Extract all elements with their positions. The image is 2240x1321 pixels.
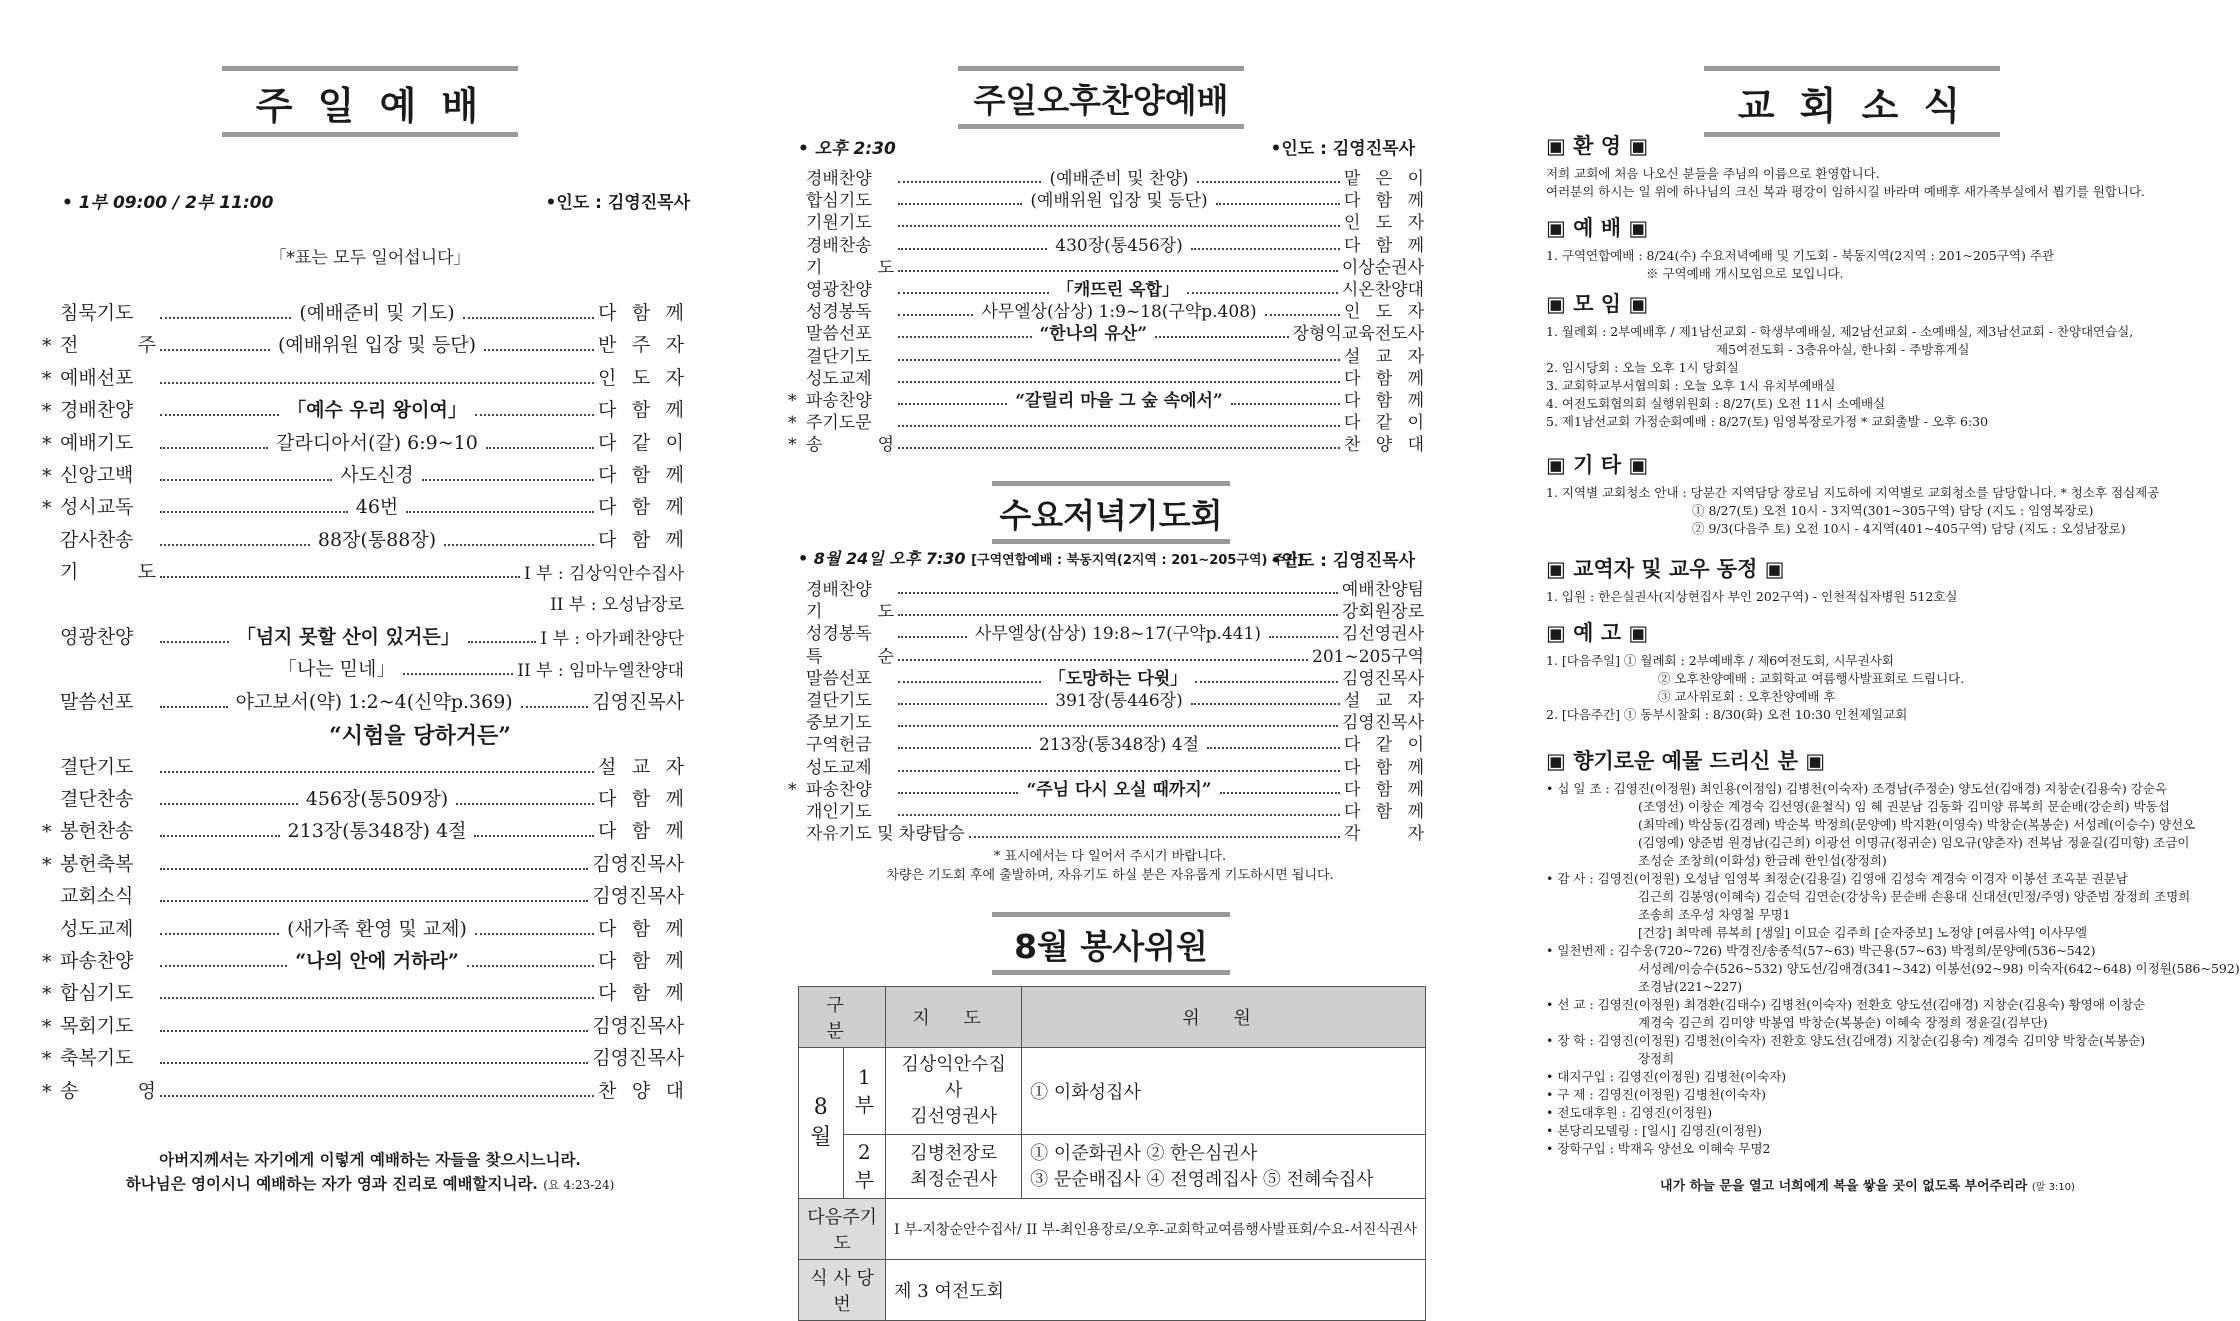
table-guide-1: 김상익안수집사 김선영권사 xyxy=(886,1048,1022,1135)
order-item-detail: “한나의 유산” xyxy=(1039,324,1148,345)
order-item-detail: 사무엘상(삼상) 1:9~18(구약p.408) xyxy=(981,302,1257,323)
standing-mark: * xyxy=(42,367,52,390)
meeting-line: 4. 여전도회협의회 실행위원회 : 8/27(토) 오전 11시 소예배실 xyxy=(1546,396,1886,411)
order-item-person: 김영진목사 xyxy=(592,852,684,875)
gift-line: • 장학구입 : 박재옥 양선오 이혜숙 무명2 xyxy=(1546,1141,1771,1156)
order-item-person: 김영진목사 xyxy=(592,1014,684,1037)
gift-line: 조성순 조창희(이화성) 한금례 한인섭(장정희) xyxy=(1638,853,1887,868)
service-leader: •인도 : 김영진목사 xyxy=(545,193,690,213)
order-row xyxy=(788,819,1424,844)
gift-line: • 일천번제 : 김수웅(720~726) 박경진/송종석(57~63) 박근용(57~63) 박정희/문양예(536~542) xyxy=(1546,943,2096,958)
order-row xyxy=(42,752,684,779)
order-item-person: 김영진목사 xyxy=(1341,668,1425,689)
order-item-detail: 「넘지 못할 산이 있거든」 xyxy=(236,626,460,648)
order-item-detail: (예배준비 및 기도) xyxy=(299,302,455,324)
order-item-detail: 사도신경 xyxy=(340,464,414,486)
gift-line: 김근희 김봉영(이혜숙) 김순덕 김연순(강상욱) 문순배 손용대 신대선(민정/주영) 양준범 장정희 조명희 xyxy=(1638,889,2191,904)
order-item-detail: “갈릴리 마을 그 숲 속에서” xyxy=(1015,391,1223,411)
gift-line: • 구 제 : 김영진(이정원) 김병천(이숙자) xyxy=(1546,1087,1767,1102)
service-committee-title: 8월 봉사위원 xyxy=(992,912,1230,975)
order-item-name: 합심기도 xyxy=(806,191,872,212)
etc-line: 1. 지역별 교회청소 안내 : 당분간 지역담당 장로님 지도하에 지역별로 교회청소를 담당합니다. * 청소후 점심제공 xyxy=(1546,485,2160,500)
etc-line: ① 8/27(토) 오전 10시 - 3지역(301~305구역) 담당 (지도 : 임영복장로) xyxy=(1692,503,2094,518)
order-item-name: 성시교독 xyxy=(60,496,134,519)
order-item-person: 김영진목사 xyxy=(592,1047,684,1070)
order-item-name: 성도교제 xyxy=(806,368,872,389)
order-item-person: 다 같 이 xyxy=(1344,735,1425,756)
order-item-detail: 「예수 우리 왕이여」 xyxy=(287,399,467,422)
order-item-name: 말씀선포 xyxy=(806,324,872,345)
standing-mark: * xyxy=(788,413,797,434)
order-item-detail: 213장(통348장) 4절 xyxy=(1038,735,1200,756)
order-item-person: 시온찬양대 xyxy=(1341,280,1424,300)
order-item-person: 201~205구역 xyxy=(1312,646,1424,667)
order-item-person: 김선영권사 xyxy=(1341,624,1425,645)
meeting-heading: ▣ 모 임 ▣ xyxy=(1546,292,1649,316)
order-item-name: 개인기도 xyxy=(806,802,872,822)
order-item-person: 각 자 xyxy=(1344,824,1424,845)
standing-mark: * xyxy=(788,391,797,411)
standing-mark: * xyxy=(42,853,52,876)
order-item-detail: 「캐뜨린 옥합」 xyxy=(1056,280,1179,300)
table-members-1: ① 이화성집사 xyxy=(1022,1048,1426,1135)
wednesday-note-1: * 표시에서는 다 일어서 주시기 바랍니다. xyxy=(993,849,1227,864)
afternoon-time: • 오후 2:30 xyxy=(798,139,896,159)
order-item-person: 다 함 께 xyxy=(1344,191,1424,212)
order-row xyxy=(42,1011,684,1038)
order-item-detail: 456장(통509장) xyxy=(305,788,449,810)
order-item-person: 설 교 자 xyxy=(1344,346,1424,367)
order-row xyxy=(42,363,684,390)
afternoon-leader: •인도 : 김영진목사 xyxy=(1270,139,1415,159)
table-head-division: 구 분 xyxy=(799,987,886,1048)
table-row xyxy=(799,1135,1426,1199)
wednesday-leader: •인도 : 김영진목사 xyxy=(1270,551,1415,571)
order-item-detail: 213장(통348장) 4절 xyxy=(287,820,467,843)
order-item-person: 다 함 께 xyxy=(598,950,685,972)
wednesday-note-2: 차량은 기도회 후에 출발하며, 자유기도 하실 분은 자유롭게 기도하시면 됩니다. xyxy=(886,868,1334,883)
table-next-value: I 부-지창순안수집사/ II 부-최인용장로/오후-교회학교여름행사발표회/수요-서진식권사 xyxy=(886,1199,1426,1260)
standing-mark: * xyxy=(42,983,52,1006)
order-item-detail: (예배위원 입장 및 등단) xyxy=(277,334,477,357)
order-item-person: 다 함 께 xyxy=(1344,235,1424,256)
meeting-line: 제5여전도회 - 3층유아실, 한나회 - 주방휴게실 xyxy=(1716,342,1970,357)
order-item-person: 예배찬양팀 xyxy=(1341,580,1424,600)
order-item-person: I 부 : 아가페찬양단 xyxy=(540,629,685,649)
order-item-name: 축복기도 xyxy=(60,1047,134,1070)
order-item-name: 봉헌축복 xyxy=(60,852,134,875)
gift-line: 조경남(221~227) xyxy=(1638,979,1743,994)
order-item-person: 설 교 자 xyxy=(1344,691,1424,711)
order-item-name: 기 도 xyxy=(60,561,156,584)
malachi-verse: 내가 하늘 문을 열고 너희에게 복을 쌓을 곳이 없도록 부어주리라 (말 3:10) xyxy=(1660,1179,2075,1194)
verse-line-1: 아버지께서는 자기에게 이렇게 예배하는 자들을 찾으시느니라. xyxy=(159,1150,581,1169)
order-item-name: 말씀선포 xyxy=(60,690,134,713)
order-row xyxy=(42,460,684,487)
welcome-line: 저희 교회에 처음 나오신 분들을 주님의 이름으로 환영합니다. xyxy=(1546,166,1880,181)
order-item-name: 목회기도 xyxy=(60,1014,134,1037)
standing-mark: * xyxy=(42,335,52,358)
order-item-name: 파송찬양 xyxy=(806,391,872,411)
worship-heading: ▣ 예 배 ▣ xyxy=(1546,216,1649,240)
order-item-person: 강회원장로 xyxy=(1341,602,1424,623)
gift-line: • 감 사 : 김영진(이정원) 오성남 임영복 최정순(김용길) 김영애 김성숙 계경숙 이경자 이봉선 조옥분 권분남 xyxy=(1546,871,2128,886)
gift-line: • 본당리모델링 : [일시] 김영진(이정원) xyxy=(1546,1123,1763,1138)
meeting-line: 2. 임시당회 : 오늘 오후 1시 당회실 xyxy=(1546,360,1739,375)
order-item-person: 다 같 이 xyxy=(1344,413,1424,434)
order-item-person: 맡 은 이 xyxy=(1344,169,1424,189)
standing-mark: * xyxy=(42,497,52,520)
order-row xyxy=(42,946,684,973)
order-item-name: 성경봉독 xyxy=(806,624,872,645)
order-item-name: 예배선포 xyxy=(60,366,134,389)
wednesday-prayer-title: 수요저녁기도회 xyxy=(992,481,1230,544)
order-item-name: 감사찬송 xyxy=(60,528,134,551)
order-row xyxy=(788,430,1424,455)
gift-line: • 전도대후원 : 김영진(이정원) xyxy=(1546,1105,1713,1120)
table-row xyxy=(799,1260,1426,1321)
order-item-name: 구역헌금 xyxy=(806,735,872,756)
order-row xyxy=(42,881,684,908)
gift-line: (김영예) 양준범 원경남(김근희) 이광선 이명규(정귀순) 임오규(양춘자) 전복남 정윤길(김미향) 조금이 xyxy=(1638,835,2190,850)
order-item-detail: 「도망하는 다윗」 xyxy=(1048,668,1188,689)
order-item-detail: “시험을 당하거든” xyxy=(329,723,511,750)
member-heading: ▣ 교역자 및 교우 동정 ▣ xyxy=(1546,557,1785,581)
gift-line: 장정희 xyxy=(1638,1051,1675,1066)
order-item-name: 기 도 xyxy=(806,602,894,623)
gift-line: 서성례/이승수(526~532) 양도선/김애경(341~342) 이봉선(92~98) 이숙자(642~648) 이정원(586~592) xyxy=(1638,961,2240,976)
table-meal-value: 제 3 여전도회 xyxy=(886,1260,1426,1321)
order-item-name: 결단기도 xyxy=(806,691,872,711)
order-item-person: 다 같 이 xyxy=(598,431,685,454)
etc-line: ② 9/3(다음주 토) 오전 10시 - 4지역(401~405구역) 담당 (지도 : 오성남장로) xyxy=(1692,521,2126,536)
gift-line: 계경숙 김근희 김미양 박봉엽 박창순(복봉순) 이혜숙 장정희 정윤길(김부단) xyxy=(1638,1015,2048,1030)
standing-mark: * xyxy=(42,400,52,423)
afternoon-worship-title: 주일오후찬양예배 xyxy=(958,66,1244,129)
order-item-person: 다 함 께 xyxy=(598,496,684,519)
order-item-person: 이상순권사 xyxy=(1341,257,1424,278)
order-item-detail: 46번 xyxy=(355,496,399,519)
gift-line: • 십 일 조 : 김영진(이정원) 최인용(이정임) 김병천(이숙자) 조경남(주정순) 양도선(김애경) 지창순(김용숙) 강순옥 xyxy=(1546,781,2167,796)
order-item-person: 다 함 께 xyxy=(598,464,685,486)
order-item-person: 다 함 께 xyxy=(1344,802,1424,822)
table-month: 8월 xyxy=(799,1048,844,1199)
order-row xyxy=(42,525,684,552)
order-item-name: 송 영 xyxy=(60,1079,156,1102)
order-item-person: 김영진목사 xyxy=(592,885,684,908)
order-row xyxy=(42,395,684,422)
standing-mark: * xyxy=(42,1048,52,1071)
order-item-name: 봉헌찬송 xyxy=(60,820,134,843)
gift-line: 조송희 조우성 차영철 무명1 xyxy=(1638,907,1791,922)
standing-mark: * xyxy=(42,1015,52,1038)
order-item-name: 성경봉독 xyxy=(806,302,872,323)
standing-mark: * xyxy=(788,435,797,456)
meeting-line: 3. 교회학교부서협의회 : 오늘 오후 1시 유치부예배실 xyxy=(1546,378,1836,393)
table-part-2: 2부 xyxy=(843,1135,886,1199)
notice-line: ② 오후찬양예배 : 교회학교 여름행사발표회로 드립니다. xyxy=(1658,671,1965,686)
standing-mark: * xyxy=(42,1080,52,1103)
service-time: • 1부 09:00 / 2부 11:00 xyxy=(62,193,274,213)
worship-line: ※ 구역예배 개시모임으로 모입니다. xyxy=(1646,266,1844,281)
order-row xyxy=(42,330,684,357)
order-item-name: 결단찬송 xyxy=(60,788,134,810)
order-item-detail: 391장(통446장) xyxy=(1055,691,1183,711)
order-item-person: 김영진목사 xyxy=(592,690,685,713)
order-item-person: 인 도 자 xyxy=(1344,213,1424,234)
order-row xyxy=(42,557,684,584)
gift-line: • 대지구입 : 김영진(이정원) 김병천(이숙자) xyxy=(1546,1069,1787,1084)
order-item-name: 영광찬양 xyxy=(60,626,134,648)
notice-line: 2. [다음주간] ① 동부시찰회 : 8/30(화) 오전 10:30 인천제일교회 xyxy=(1546,707,1908,722)
order-item-detail: “나의 안에 거하라” xyxy=(295,950,459,972)
order-item-person: 찬 양 대 xyxy=(598,1079,684,1102)
table-meal-label: 식 사 당 번 xyxy=(799,1260,886,1321)
order-item-name: 성도교제 xyxy=(806,757,872,778)
order-item-person: 장형익교육전도사 xyxy=(1292,324,1425,345)
standing-mark: * xyxy=(788,779,797,800)
order-item-person: 다 함 께 xyxy=(598,528,684,551)
table-guide-2: 김병천장로 최정순권사 xyxy=(886,1135,1022,1199)
meeting-line: 5. 제1남선교회 가정순회예배 : 8/27(토) 임영복장로가정 * 교회출발 - 오후 6:30 xyxy=(1546,414,1989,429)
order-item-person: II 부 : 오성남장로 xyxy=(550,594,684,615)
order-item-name: 결단기도 xyxy=(60,755,134,778)
order-row xyxy=(42,687,684,714)
order-item-name: 말씀선포 xyxy=(806,668,872,689)
order-item-person: 다 함 께 xyxy=(1344,779,1424,800)
gift-line: [건강] 최막례 류복희 [생일] 이묘순 김주희 [순자중보] 노정양 [여름사역] 이사무엘 xyxy=(1638,925,2088,940)
order-row xyxy=(42,816,684,843)
order-item-name: 합심기도 xyxy=(60,982,134,1005)
order-item-name: 성도교제 xyxy=(60,917,134,940)
order-item-person: II 부 : 임마누엘찬양대 xyxy=(517,661,684,682)
table-head-guide: 지 도 xyxy=(886,987,1022,1048)
order-item-detail: “주님 다시 오실 때까지” xyxy=(1026,779,1212,800)
wednesday-time: • 8월 24일 오후 7:30 [구역연합예배 : 북동지역(2지역 : 201~205구역) 주관] xyxy=(798,549,1304,568)
order-item-name: 경배찬송 xyxy=(806,235,872,256)
order-item-person: 다 함 께 xyxy=(598,302,685,324)
order-item-person: 설 교 자 xyxy=(598,755,684,778)
standing-note: 「*표는 모두 일어섭니다」 xyxy=(269,248,471,268)
order-item-person: 다 함 께 xyxy=(598,399,684,422)
order-item-detail: (새가족 환영 및 교제) xyxy=(287,917,467,940)
order-row xyxy=(42,492,684,519)
standing-mark: * xyxy=(42,465,52,487)
order-row xyxy=(42,590,684,615)
order-item-name: 경배찬양 xyxy=(60,399,134,422)
service-committee-table xyxy=(798,986,1426,1321)
order-item-detail: 야고보서(약) 1:2~4(신약p.369) xyxy=(235,690,513,713)
order-item-detail: (예배준비 및 찬양) xyxy=(1049,169,1189,189)
standing-mark: * xyxy=(42,432,52,455)
order-row xyxy=(42,298,684,325)
gift-heading: ▣ 향기로운 예물 드리신 분 ▣ xyxy=(1546,749,1826,773)
order-item-detail: 430장(통456장) xyxy=(1055,235,1183,256)
order-item-name: 주기도문 xyxy=(806,413,872,434)
order-item-name: 자유기도 및 차량탑승 xyxy=(806,824,965,845)
meeting-line: 1. 월례회 : 2부예배후 / 제1남선교회 - 학생부예배실, 제2남선교회 - 소예배실, 제3남선교회 - 찬양대연습실, xyxy=(1546,324,2134,339)
order-row xyxy=(42,978,684,1005)
table-head-members: 위 원 xyxy=(1022,987,1426,1048)
order-item-name: 영광찬양 xyxy=(806,280,872,300)
order-item-person: 인 도 자 xyxy=(598,366,684,389)
order-item-person: 다 함 께 xyxy=(598,820,684,843)
order-item-person: 찬 양 대 xyxy=(1344,435,1424,456)
order-item-name: 파송찬양 xyxy=(806,779,872,800)
gift-line: • 선 교 : 김영진(이정원) 최경환(김태수) 김병천(이숙자) 전환호 양도선(김애경) 지창순(김용숙) 황영애 이창순 xyxy=(1546,997,2146,1012)
order-item-person: 다 함 께 xyxy=(1344,368,1424,389)
order-item-name: 신앙고백 xyxy=(60,464,134,486)
welcome-heading: ▣ 환 영 ▣ xyxy=(1546,134,1649,158)
table-part-1: 1부 xyxy=(843,1048,886,1135)
order-item-name: 송 영 xyxy=(806,435,894,456)
order-item-name: 경배찬양 xyxy=(806,580,872,600)
order-item-person: 다 함 께 xyxy=(598,788,685,810)
order-item-detail: 「나는 믿네」 xyxy=(277,658,396,681)
order-item-name: 결단기도 xyxy=(806,346,872,367)
order-item-name: 예배기도 xyxy=(60,431,134,454)
order-row xyxy=(42,428,684,455)
notice-line: 1. [다음주일] ① 월례회 : 2부예배후 / 제6여전도회, 시무권사회 xyxy=(1546,653,1894,668)
order-item-person: I 부 : 김상익안수집사 xyxy=(523,564,684,585)
order-item-person: 반 주 자 xyxy=(598,334,685,357)
order-item-name: 파송찬양 xyxy=(60,950,134,972)
table-row xyxy=(799,1199,1426,1260)
order-item-name: 전 주 xyxy=(60,334,156,357)
order-item-name: 침묵기도 xyxy=(60,302,134,324)
order-item-detail: (예배위원 입장 및 등단) xyxy=(1030,191,1208,212)
order-item-person: 다 함 께 xyxy=(1344,391,1425,411)
sunday-worship-title: 주 일 예 배 xyxy=(222,66,518,137)
order-row xyxy=(42,654,684,681)
order-row xyxy=(42,849,684,876)
order-row xyxy=(42,719,684,750)
member-line: 1. 입원 : 한은실권사(지상현집사 부인 202구역) - 인천적십자병원 512호실 xyxy=(1546,589,1958,604)
order-item-name: 경배찬양 xyxy=(806,169,872,189)
verse-line-2: 하나님은 영이시니 예배하는 자가 영과 진리로 예배할지니라. (요 4:23-24) xyxy=(125,1174,615,1193)
table-row xyxy=(799,1048,1426,1135)
table-next-label: 다음주기도 xyxy=(799,1199,886,1260)
order-item-person: 다 함 께 xyxy=(598,982,684,1005)
gift-line: (최막례) 박삼동(김경례) 박순복 박정희(문양예) 박지환(이영숙) 박창순(복봉순) 서성례(이승수) 양선오 xyxy=(1638,817,2196,832)
notice-line: ③ 교사위로회 : 오후찬양예배 후 xyxy=(1658,689,1836,704)
gift-line: • 장 학 : 김영진(이정원) 김병천(이숙자) 전환호 양도선(김애경) 지창순(김용숙) 계경숙 김미양 박창순(복봉순) xyxy=(1546,1033,2146,1048)
order-item-name: 중보기도 xyxy=(806,713,872,734)
order-row xyxy=(42,914,684,941)
order-row xyxy=(42,784,684,811)
order-item-name: 교회소식 xyxy=(60,885,134,908)
order-item-person: 인 도 자 xyxy=(1344,302,1424,323)
order-row xyxy=(42,622,684,649)
standing-mark: * xyxy=(42,951,52,973)
order-item-name: 기원기도 xyxy=(806,213,872,234)
order-item-name: 기 도 xyxy=(806,257,894,278)
notice-heading: ▣ 예 고 ▣ xyxy=(1546,621,1649,645)
standing-mark: * xyxy=(42,821,52,844)
order-item-name: 특 순 xyxy=(806,646,894,667)
etc-heading: ▣ 기 타 ▣ xyxy=(1546,453,1649,477)
order-item-detail: 88장(통88장) xyxy=(317,528,437,551)
order-item-person: 다 함 께 xyxy=(1344,757,1424,778)
church-news-title: 교 회 소 식 xyxy=(1704,66,2000,137)
order-row xyxy=(42,1043,684,1070)
gift-line: (조영선) 이창순 계경숙 김선영(윤철식) 임 혜 권분남 김동화 김미양 류복희 문순배(강순희) 박동섭 xyxy=(1638,799,2170,814)
welcome-line: 여러분의 하시는 일 위에 하나님의 크신 복과 평강이 임하시길 바라며 예배후 새가족부실에서 뵙기를 원합니다. xyxy=(1546,184,2146,199)
order-item-person: 김영진목사 xyxy=(1341,713,1424,734)
order-row xyxy=(42,1076,684,1103)
order-item-detail: 갈라디아서(갈) 6:9~10 xyxy=(276,431,478,454)
order-item-detail: 사무엘상(삼상) 19:8~17(구약p.441) xyxy=(974,624,1261,645)
order-item-person: 다 함 께 xyxy=(598,917,684,940)
table-members-2: ① 이준화권사 ② 한은심권사 ③ 문순배집사 ④ 전영례집사 ⑤ 전혜숙집사 xyxy=(1022,1135,1426,1199)
worship-line: 1. 구역연합예배 : 8/24(수) 수요저녁예배 및 기도회 - 북동지역(2지역 : 201~205구역) 주관 xyxy=(1546,248,2055,263)
